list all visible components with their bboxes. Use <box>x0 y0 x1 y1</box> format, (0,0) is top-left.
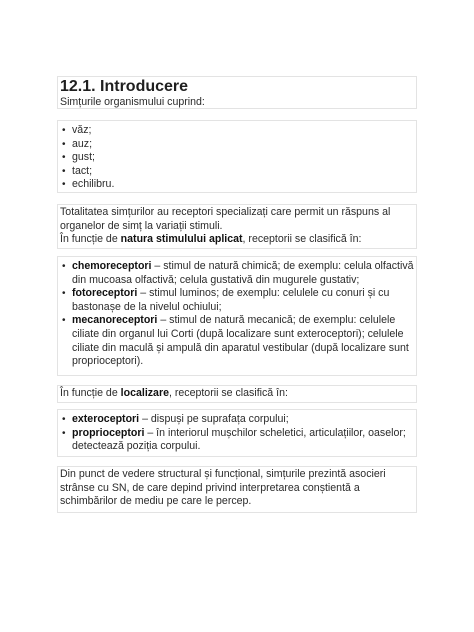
item-description: – în interiorul mușchilor scheletici, articulațiilor, oaselor; detectează poziția corpului. <box>72 426 406 453</box>
bold-term: natura stimulului aplicat <box>120 233 243 246</box>
final-paragraph-block <box>57 466 417 513</box>
list-item: • văz; <box>72 124 414 138</box>
title-block <box>57 76 417 109</box>
paragraph-text: , receptorii se clasifică în: <box>168 387 288 399</box>
list-item: • gust; <box>72 151 414 165</box>
total-paragraph-block <box>57 204 417 249</box>
paragraph-text: În funcție de <box>60 387 121 399</box>
list-item: • tact; <box>72 165 414 179</box>
bold-term: chemoreceptori <box>72 260 152 272</box>
paragraph-line: Totalitatea simțurilor au receptori specializați care permit un răspuns al <box>60 206 391 218</box>
receptors-list <box>60 260 414 369</box>
bold-term: fotoreceptori <box>72 287 138 300</box>
receptors-list-block <box>57 256 417 376</box>
item-description: – stimul de natură mecanică; de exemplu: celulele ciliate din organul lui Corti (după localizare sunt exteroceptori); celulele ciliate din maculă și ampulă din aparatul vestibular (după localizare sunt proprioceptori). <box>72 314 409 368</box>
item-description: – stimul luminos; de exemplu: celulele cu conuri și cu bastonașe de la nivelul ochiului; <box>72 287 390 313</box>
bold-term: exteroceptori <box>72 413 140 425</box>
item-description: – stimul de natură chimică; de exemplu: celula olfactivă din mucoasa olfactivă; celula gustativă din mugurele gustativ; <box>72 260 414 286</box>
list-item: • echilibru. <box>72 178 414 192</box>
paragraph-text: , receptorii se clasifică în: <box>242 233 362 246</box>
list-item <box>72 260 414 287</box>
paragraph: Din punct de vedere structural și funcțional, simțurile prezintă asocieri strânse cu SN, de care depind privind interpretarea conștientă a schimbărilor de mediu pe care le percep. <box>60 468 386 508</box>
paragraph-line: organelor de simț la variații stimuli. <box>60 219 223 232</box>
list-item <box>72 287 414 314</box>
bold-term: mecanoreceptori <box>72 314 158 327</box>
list-item <box>72 427 414 454</box>
localization-list-block <box>57 409 417 457</box>
paragraph <box>60 387 414 401</box>
senses-list-block <box>57 120 417 193</box>
list-item <box>72 413 414 427</box>
list-item: • auz; <box>72 138 414 152</box>
bold-term: proprioceptori <box>72 426 145 439</box>
bold-term: localizare <box>120 387 169 399</box>
paragraph <box>60 206 414 247</box>
localization-list <box>60 413 414 454</box>
section-intro: Simțurile organismului cuprind: <box>60 96 205 108</box>
senses-list <box>60 124 414 192</box>
list-item <box>72 314 414 368</box>
section-title: 12.1. Introducere <box>60 78 189 95</box>
item-description: – dispuși pe suprafața corpului; <box>139 413 289 425</box>
localization-intro-block <box>57 385 417 403</box>
paragraph-text: În funcție de <box>60 233 121 246</box>
